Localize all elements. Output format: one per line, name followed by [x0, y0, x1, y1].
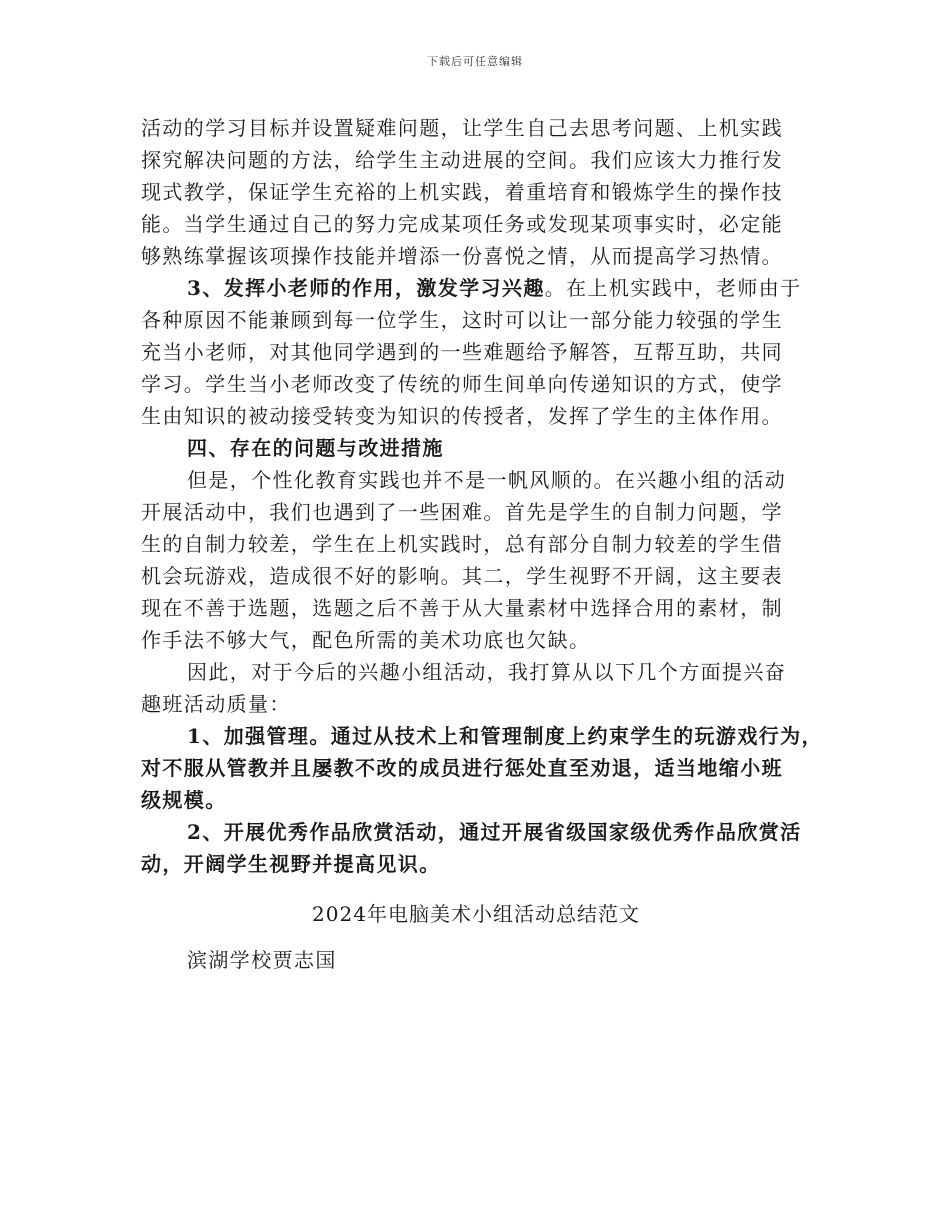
- paragraph-line: 探究解决问题的方法，给学生主动进展的空间。我们应该大力推行发: [141, 148, 783, 172]
- paragraph-line: 能。当学生通过自己的努力完成某项任务或发现某项事实时，必定能: [141, 212, 783, 236]
- paragraph-line: 趣班活动质量：: [141, 692, 291, 716]
- paragraph-line: 充当小老师，对其他同学遇到的一些难题给予解答，互帮互助，共同: [141, 340, 783, 364]
- point-heading: 3、发挥小老师的作用，激发学习兴趣: [187, 276, 545, 300]
- bold-paragraph-first-line: 1、加强管理。通过从技术上和管理制度上约束学生的玩游戏行为，: [187, 724, 823, 748]
- paragraph-line: 活动的学习目标并设置疑难问题，让学生自己去思考问题、上机实践: [141, 116, 783, 140]
- paragraph-line: 生的自制力较差，学生在上机实践时，总有部分自制力较差的学生借: [141, 532, 783, 556]
- bold-paragraph-line: 对不服从管教并且屡教不改的成员进行惩处直至劝退，适当地缩小班: [141, 756, 783, 780]
- paragraph-line: 现式教学，保证学生充裕的上机实践，着重培育和锻炼学生的操作技: [141, 180, 783, 204]
- paragraph-line: 作手法不够大气，配色所需的美术功底也欠缺。: [141, 628, 591, 652]
- paragraph-line: 够熟练掌握该项操作技能并增添一份喜悦之情，从而提高学习热情。: [141, 244, 783, 268]
- section-heading: 四、存在的问题与改进措施: [187, 436, 444, 460]
- paragraph-line: 现在不善于选题，选题之后不善于从大量素材中选择合用的素材，制: [141, 596, 783, 620]
- bold-paragraph-line: 级规模。: [141, 788, 227, 812]
- paragraph-line: 学习。学生当小老师改变了传统的师生间单向传递知识的方式，使学: [141, 372, 783, 396]
- document-title: 2024年电脑美术小组活动总结范文: [312, 902, 640, 926]
- paragraph-first-line: 因此，对于今后的兴趣小组活动，我打算从以下几个方面提兴奋: [187, 660, 787, 684]
- page-header-note: 下载后可任意编辑: [427, 55, 523, 68]
- author-line: 滨湖学校贾志国: [187, 948, 337, 972]
- document-body: [141, 112, 823, 976]
- paragraph-text: 。在上机实践中，老师由于: [544, 276, 802, 300]
- paragraph-line: 各种原因不能兼顾到每一位学生，这时可以让一部分能力较强的学生: [141, 308, 783, 332]
- bold-paragraph-first-line: 2、开展优秀作品欣赏活动，通过开展省级国家级优秀作品欣赏活: [187, 820, 802, 844]
- paragraph-line: 机会玩游戏，造成很不好的影响。其二，学生视野不开阔，这主要表: [141, 564, 783, 588]
- bold-paragraph-line: 动，开阔学生视野并提高见识。: [141, 852, 441, 876]
- paragraph-line: 开展活动中，我们也遇到了一些困难。首先是学生的自制力问题，学: [141, 500, 783, 524]
- paragraph-first-line: 但是，个性化教育实践也并不是一帆风顺的。在兴趣小组的活动: [187, 468, 787, 492]
- paragraph-line: 生由知识的被动接受转变为知识的传授者，发挥了学生的主体作用。: [141, 404, 783, 428]
- paragraph-first-line: [141, 272, 811, 304]
